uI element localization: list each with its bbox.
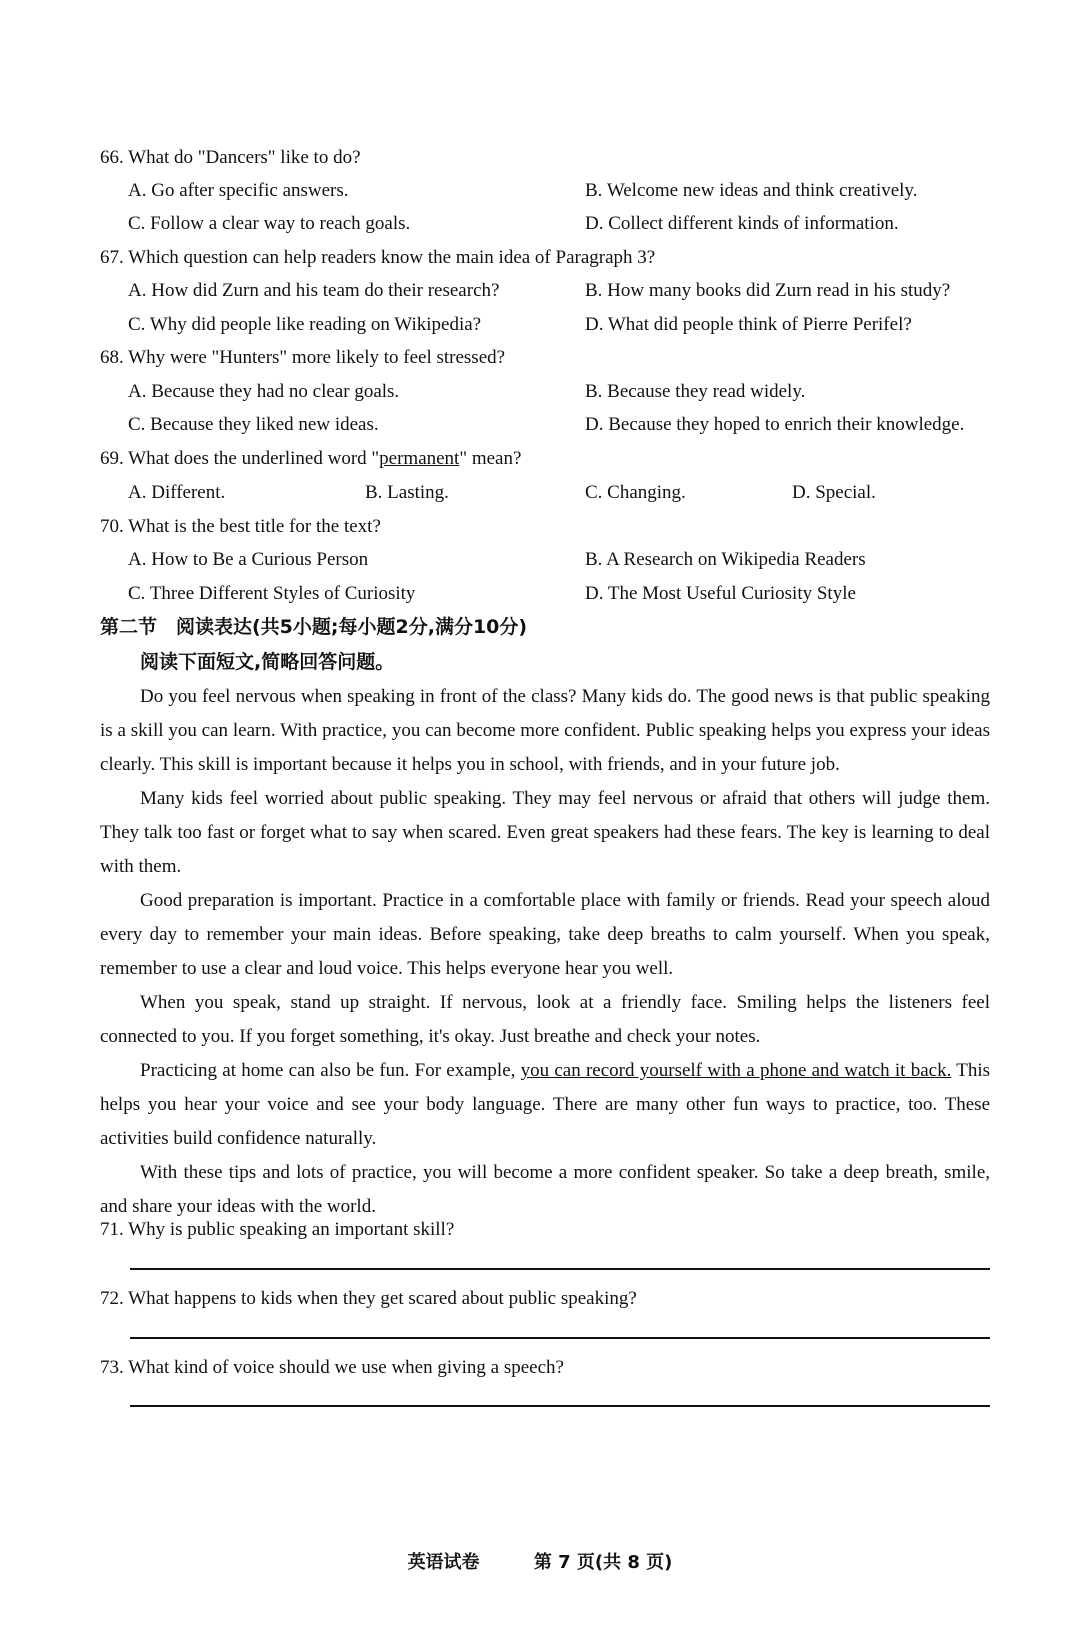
section-2-instruction: 阅读下面短文,简略回答问题。 — [140, 651, 395, 673]
passage-paragraph: When you speak, stand up straight. If nervous, look at a friendly face. Smiling helps the listeners feel connected to you. If you forget something, it's okay. Just breathe and check your notes. — [100, 992, 990, 1047]
question-71: 71. Why is public speaking an important skill? — [100, 1219, 455, 1240]
question-66-option-d: D. Collect different kinds of information. — [585, 213, 899, 234]
underlined-word: permanent — [379, 448, 460, 469]
question-67-option-d: D. What did people think of Pierre Perifel? — [585, 314, 912, 335]
question-66-option-b: B. Welcome new ideas and think creatively. — [585, 180, 918, 201]
question-66-stem: 66. What do "Dancers" like to do? — [100, 147, 361, 168]
question-73: 73. What kind of voice should we use when giving a speech? — [100, 1357, 564, 1378]
question-69-option-c: C. Changing. — [585, 482, 686, 503]
passage-paragraph: Practicing at home can also be fun. For example, you can record yourself with a phone and watch it back. This helps you hear your voice and see your body language. There are many other fun ways to practice, too. These activities build confidence naturally. — [100, 1060, 991, 1149]
answer-line-72[interactable] — [130, 1337, 990, 1339]
question-70-option-c: C. Three Different Styles of Curiosity — [128, 583, 416, 604]
question-67-stem: 67. Which question can help readers know the main idea of Paragraph 3? — [100, 247, 656, 268]
question-66-option-a: A. Go after specific answers. — [128, 180, 349, 201]
reading-passage — [100, 680, 990, 1224]
question-68-option-b: B. Because they read widely. — [585, 381, 806, 402]
question-68-stem: 68. Why were "Hunters" more likely to feel stressed? — [100, 347, 506, 368]
section-2-heading: 第二节 阅读表达(共5小题;每小题2分,满分10分) — [100, 616, 528, 638]
answer-line-71[interactable] — [130, 1268, 990, 1270]
question-67-option-b: B. How many books did Zurn read in his study? — [585, 280, 951, 301]
question-67-option-c: C. Why did people like reading on Wikipedia? — [128, 314, 482, 335]
question-68-option-d: D. Because they hoped to enrich their knowledge. — [585, 414, 965, 435]
question-69-option-d: D. Special. — [792, 482, 876, 503]
passage-paragraph: Good preparation is important. Practice in a comfortable place with family or friends. Read your speech aloud every day to remember your main ideas. Before speaking, take deep breaths to calm yourself. When you speak, remember to use a clear and loud voice. This helps everyone hear you well. — [100, 890, 990, 979]
question-69-stem: 69. What does the underlined word "permanent" mean? — [100, 448, 522, 469]
question-68-option-a: A. Because they had no clear goals. — [128, 381, 400, 402]
passage-paragraph: Many kids feel worried about public speaking. They may feel nervous or afraid that others will judge them. They talk too fast or forget what to say when scared. Even great speakers had these fears. The key is learning to deal with them. — [100, 788, 990, 877]
question-70-option-a: A. How to Be a Curious Person — [128, 549, 369, 570]
answer-line-73[interactable] — [130, 1405, 990, 1407]
question-70-option-b: B. A Research on Wikipedia Readers — [585, 549, 866, 570]
question-68-option-c: C. Because they liked new ideas. — [128, 414, 379, 435]
page-footer — [0, 1548, 1080, 1574]
question-70-option-d: D. The Most Useful Curiosity Style — [585, 583, 856, 604]
question-70-stem: 70. What is the best title for the text? — [100, 516, 381, 537]
underlined-sentence: you can record yourself with a phone and watch it back. — [520, 1060, 952, 1081]
question-72: 72. What happens to kids when they get scared about public speaking? — [100, 1288, 637, 1309]
question-69-option-a: A. Different. — [128, 482, 226, 503]
question-69-option-b: B. Lasting. — [365, 482, 449, 503]
passage-paragraph: Do you feel nervous when speaking in front of the class? Many kids do. The good news is that public speaking is a skill you can learn. With practice, you can become more confident. Public speaking helps you express your ideas clearly. This skill is important because it helps you in school, with friends, and in your future job. — [100, 686, 990, 775]
passage-paragraph: With these tips and lots of practice, you will become a more confident speaker. So take a deep breath, smile, and share your ideas with the world. — [100, 1162, 990, 1217]
question-67-option-a: A. How did Zurn and his team do their research? — [128, 280, 500, 301]
footer-subject: 英语试卷 — [407, 1552, 480, 1573]
question-66-option-c: C. Follow a clear way to reach goals. — [128, 213, 411, 234]
footer-page-number: 第 7 页(共 8 页) — [533, 1552, 673, 1573]
